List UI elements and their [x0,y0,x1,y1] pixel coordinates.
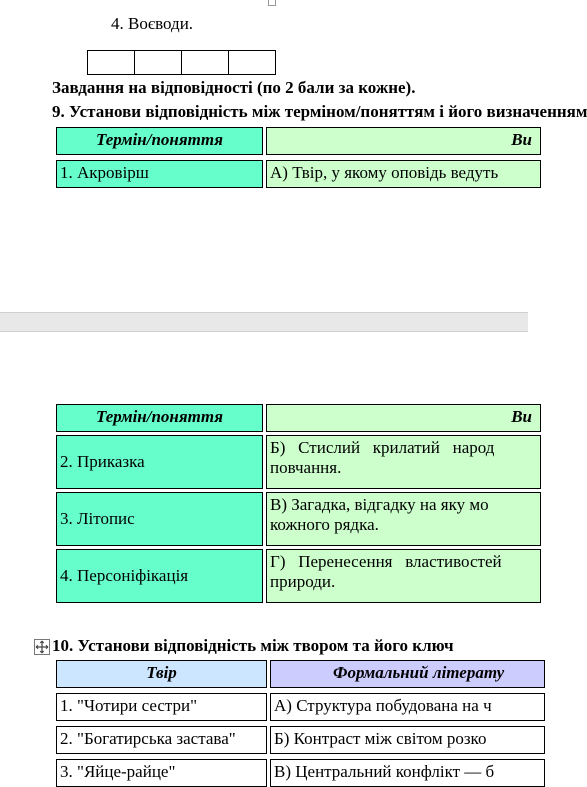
answer-box-3[interactable] [181,50,229,75]
table10-header-work: Твір [56,660,267,688]
table9-row4-definition [266,549,541,603]
list-item-voievody: 4. Воєводи. [111,14,194,33]
answer-grid [88,50,276,74]
answer-box-4[interactable] [228,50,276,75]
table9-row2-definition [266,435,541,489]
table10-row1-feature: А) Структура побудована на ч [270,693,545,721]
table9-row3-definition [266,492,541,546]
table9-row1-definition: А) Твір, у якому оповідь ведуть [266,160,541,188]
page-top-marker [268,0,276,6]
table9-row1-term: 1. Акровірш [56,160,263,188]
answer-box-2[interactable] [134,50,182,75]
table9-row3-term-text: 3. Літопис [60,509,135,528]
table9-row3-term [56,492,263,546]
answer-box-1[interactable] [87,50,135,75]
table9-row4-term [56,549,263,603]
table9-cont-header-term: Термін/поняття [56,404,263,432]
table9-cont-header-definition: Ви [266,404,541,432]
table10-row1-work: 1. "Чотири сестри" [56,693,267,721]
task10-title: 10. Установи відповідність між твором та його ключ [52,636,454,655]
table9-header-definition: Ви [266,127,541,155]
table9-row3-definition-line1: В) Загадка, відгадку на яку мо [270,495,489,514]
table9-row2-definition-line2: повчання. [270,458,342,477]
table9-row4-definition-line1: Г) Перенесення властивостей [270,552,502,571]
table10-row2-feature: Б) Контраст між світом розко [270,726,545,754]
table9-row2-definition-line1: Б) Стислий крилатий народ [270,438,495,457]
table9-row2-term-text: 2. Приказка [60,452,145,471]
table9-row4-term-text: 4. Персоніфікація [60,566,189,585]
table9-row3-definition-line2: кожного рядка. [270,515,379,534]
task9-title: 9. Установи відповідність між терміном/поняттям і його визначенням [52,102,587,121]
table9-row4-definition-line2: природи. [270,572,336,591]
table10-header-feature: Формальний літерату [270,660,545,688]
table10-row3-feature: В) Центральний конфлікт — б [270,759,545,787]
table10-row3-work: 3. "Яйце-райце" [56,759,267,787]
page-break-gap [0,312,528,332]
table10-row2-work: 2. "Богатирська застава" [56,726,267,754]
table9-row2-term [56,435,263,489]
table-move-handle-icon[interactable] [34,639,50,655]
section-heading: Завдання на відповідності (по 2 бали за кожне). [52,78,416,97]
table9-header-term: Термін/поняття [56,127,263,155]
